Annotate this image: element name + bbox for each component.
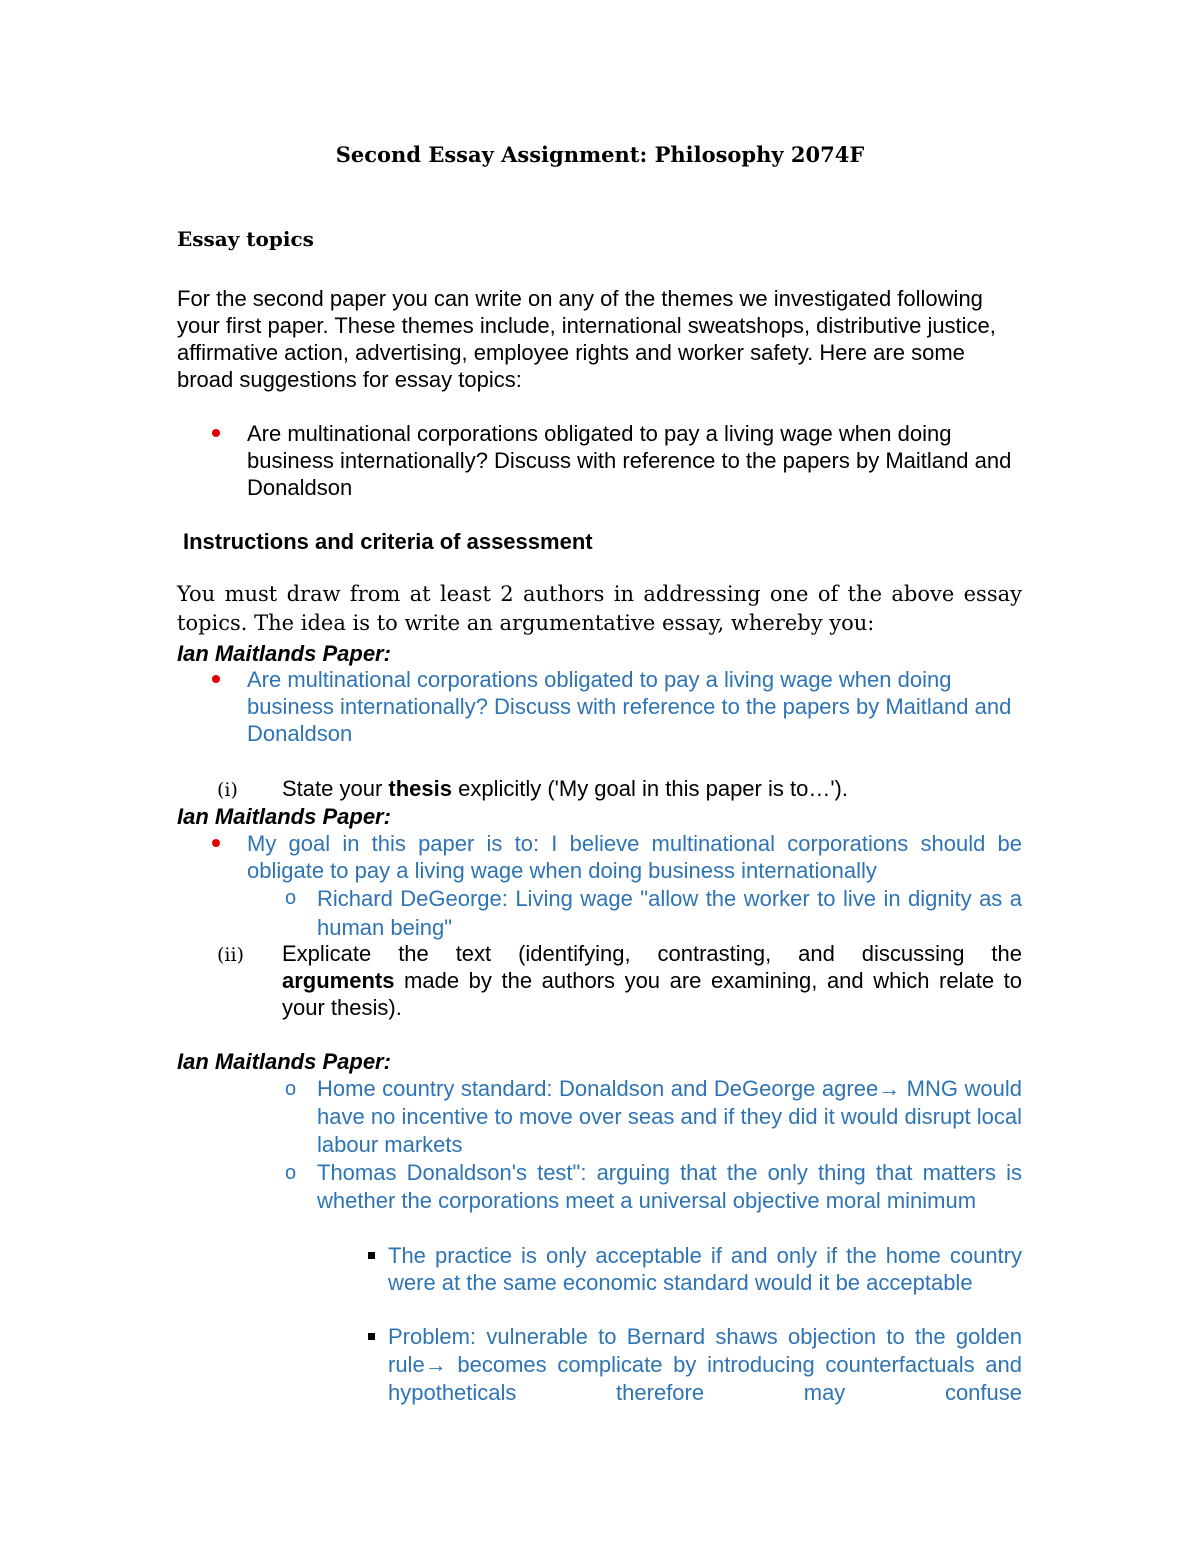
red-bullet-icon	[212, 429, 220, 437]
square-bullet-icon	[368, 1333, 375, 1340]
item-ii-text: Explicate the text (identifying, contrasting, and discussing the arguments made by the authors you are examining, and which relate to your thesis).	[282, 941, 1022, 1020]
square-text-1: The practice is only acceptable if and only if the home country were at the same economic standard would it be acceptable	[388, 1243, 1022, 1295]
ian-bullet-text-1: Are multinational corporations obligated to pay a living wage when doing business internationally? Discuss with reference to the papers by Maitland and Donaldson	[247, 667, 1012, 746]
circle-bullet-icon: o	[285, 887, 297, 909]
item-ii-marker: (ii)	[217, 944, 244, 966]
essay-topics-heading: Essay topics	[177, 227, 314, 251]
arguments-bold: arguments	[282, 968, 395, 993]
ian-bullet-text-2: My goal in this paper is to: I believe multinational corporations should be obligate to pay a living wage when doing business internationally	[247, 831, 1022, 883]
sub-text-home-country: Home country standard: Donaldson and DeGeorge agree→ MNG would have no incentive to move over seas and if they did it would disrupt local labour markets	[317, 1076, 1022, 1157]
arrow-right-icon: →	[424, 1352, 447, 1377]
ian-maitlands-label-3: Ian Maitlands Paper:	[177, 1049, 391, 1074]
topic-bullet-text: Are multinational corporations obligated to pay a living wage when doing business internationally? Discuss with reference to the papers by Maitland and Donaldson	[247, 421, 1012, 500]
ian-maitlands-label-1: Ian Maitlands Paper:	[177, 641, 391, 666]
ian-maitlands-label-2: Ian Maitlands Paper:	[177, 804, 391, 829]
item-i-text: State your thesis explicitly ('My goal in this paper is to…').	[282, 776, 848, 801]
thesis-bold: thesis	[388, 776, 452, 801]
red-bullet-icon	[212, 839, 220, 847]
arrow-right-icon: →	[878, 1076, 901, 1101]
page-title: Second Essay Assignment: Philosophy 2074F	[335, 142, 865, 167]
circle-bullet-icon: o	[285, 1162, 297, 1184]
item-i-marker: (i)	[217, 779, 238, 801]
square-text-2: Problem: vulnerable to Bernard shaws objection to the golden rule→ becomes complicate by introducing counterfactuals and hypotheticals therefore may confuse	[388, 1324, 1022, 1405]
red-bullet-icon	[212, 675, 220, 683]
ian-sub-text-2: Richard DeGeorge: Living wage "allow the worker to live in dignity as a human being"	[317, 886, 1022, 940]
intro-paragraph: For the second paper you can write on any of the themes we investigated following your first paper. These themes include, international sweatshops, distributive justice, affirmative action, advertising, employee rights and worker safety. Here are some broad suggestions for essay topics:	[177, 286, 996, 392]
instructions-paragraph: You must draw from at least 2 authors in addressing one of the above essay topics. The idea is to write an argumentative essay, whereby you:	[177, 582, 1022, 635]
sub-text-donaldson-test: Thomas Donaldson's test": arguing that the only thing that matters is whether the corporations meet a universal objective moral minimum	[317, 1160, 1022, 1213]
instructions-heading: Instructions and criteria of assessment	[183, 529, 593, 554]
circle-bullet-icon: o	[285, 1078, 297, 1100]
square-bullet-icon	[368, 1252, 375, 1259]
